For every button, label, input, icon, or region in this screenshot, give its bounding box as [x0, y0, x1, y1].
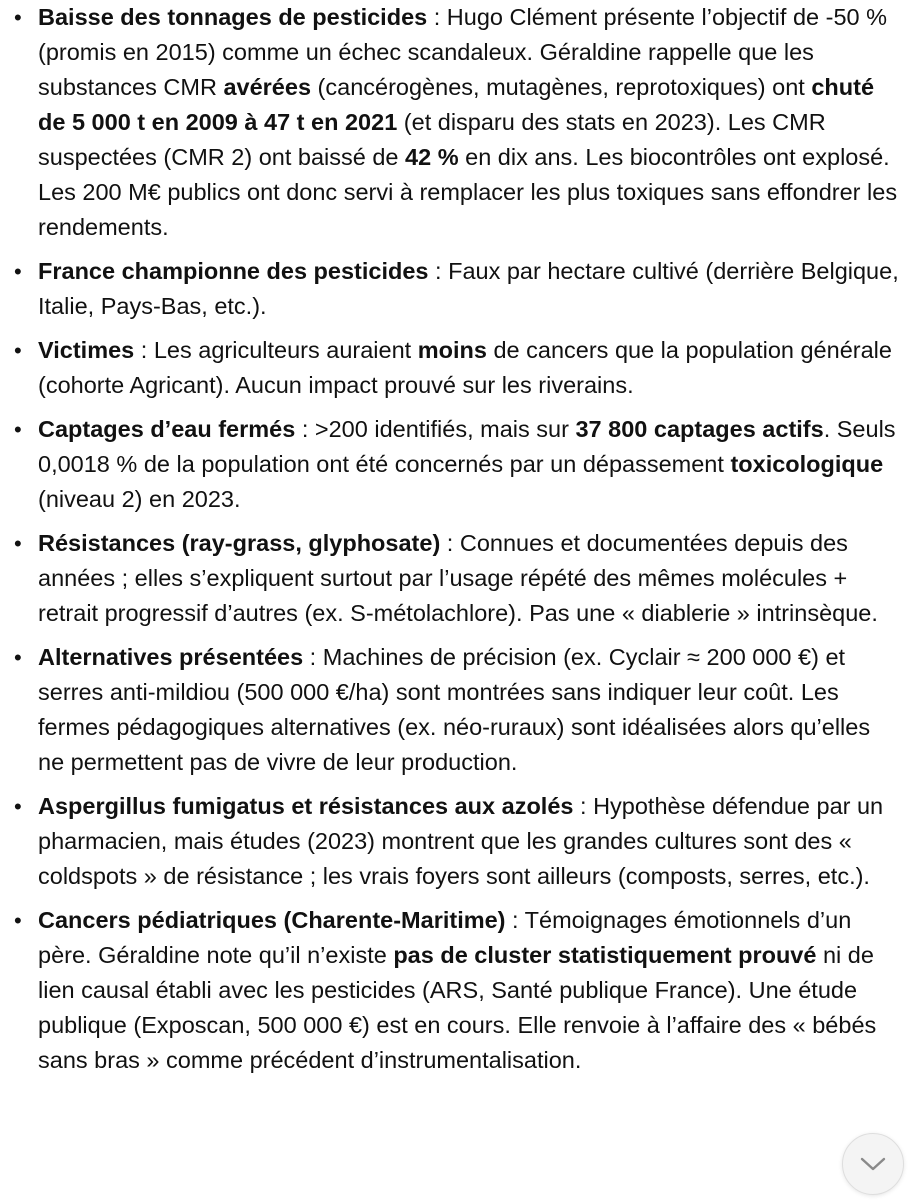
body-text: en dix ans. Les biocontrôles ont explosé. Les 200 M€ publics ont donc servi à remplacer les plus toxiques sans effondrer les rendements. — [38, 144, 898, 240]
bullet-dot: • — [14, 794, 22, 819]
bullet-dot: • — [14, 5, 22, 30]
list-item — [0, 903, 920, 1078]
bold-text: 42 % — [405, 144, 459, 170]
bold-text: France championne des pesticides — [38, 258, 429, 284]
body-text: ni de lien causal établi avec les pesticides (ARS, Santé publique France). Une étude publique (Exposcan, 500 000 €) est en cours. Elle renvoie à l’affaire des « bébés sans bras » comme précédent d’instrumentalisation. — [38, 942, 877, 1073]
body-text: (niveau 2) en 2023. — [38, 486, 241, 512]
bold-text: Captages d’eau fermés — [38, 416, 296, 442]
bold-text: chuté de 5 000 t en 2009 à 47 t en 2021 — [38, 74, 875, 135]
bold-text: pas de cluster statistiquement prouvé — [393, 942, 817, 968]
body-text: : Machines de précision (ex. Cyclair ≈ 200 000 €) et serres anti-mildiou (500 000 €/ha) sont montrées sans indiquer leur coût. Les fermes pédagogiques alternatives (ex. néo-ruraux) sont idéalisées alors qu’elles ne permettent pas de vivre de leur production. — [38, 644, 871, 775]
bold-text: toxicologique — [730, 451, 884, 477]
list-item — [0, 0, 920, 245]
body-text: : Hugo Clément présente l’objectif de -50 % (promis en 2015) comme un échec scandaleux. Géraldine rappelle que les substances CMR — [38, 4, 888, 100]
body-text: (cancérogènes, mutagènes, reprotoxiques) ont — [311, 74, 812, 100]
bullet-dot: • — [14, 908, 22, 933]
bold-text: Alternatives présentées — [38, 644, 304, 670]
body-text: . Seuls 0,0018 % de la population ont été concernés par un dépassement — [38, 416, 896, 477]
bullet-dot: • — [14, 645, 22, 670]
bullet-dot: • — [14, 531, 22, 556]
body-text: : >200 identifiés, mais sur — [295, 416, 576, 442]
body-text: (et disparu des stats en 2023). Les CMR suspectées (CMR 2) ont baissé de — [38, 109, 826, 170]
bold-text: 37 800 captages actifs — [575, 416, 824, 442]
bold-text: Victimes — [38, 337, 135, 363]
list-item — [0, 333, 920, 403]
bold-text: Baisse des tonnages de pesticides — [38, 4, 428, 30]
list-item — [0, 789, 920, 894]
body-text: : Les agriculteurs auraient — [134, 337, 418, 363]
body-text: : Faux par hectare cultivé (derrière Belgique, Italie, Pays-Bas, etc.). — [38, 258, 899, 319]
body-text: : Témoignages émotionnels d’un père. Géraldine note qu’il n’existe — [38, 907, 852, 968]
body-text: de cancers que la population générale (cohorte Agricant). Aucun impact prouvé sur les riverains. — [38, 337, 892, 398]
list-item — [0, 412, 920, 517]
bold-text: moins — [417, 337, 487, 363]
bullet-dot: • — [14, 417, 22, 442]
bold-text: Aspergillus fumigatus et résistances aux azolés — [38, 793, 574, 819]
bullet-dot: • — [14, 338, 22, 363]
bold-text: avérées — [223, 74, 312, 100]
body-text: : Connues et documentées depuis des années ; elles s’expliquent surtout par l’usage répété des mêmes molécules + retrait progressif d’autres (ex. S-métolachlore). Pas une « diablerie » intrinsèque. — [38, 530, 878, 626]
bullet-dot: • — [14, 259, 22, 284]
list-item — [0, 254, 920, 324]
scroll-to-bottom-button[interactable] — [842, 1133, 904, 1195]
chevron-down-icon — [860, 1156, 886, 1172]
list-item — [0, 640, 920, 780]
bold-text: Résistances (ray-grass, glyphosate) — [38, 530, 441, 556]
body-text: : Hypothèse défendue par un pharmacien, mais études (2023) montrent que les grandes cultures sont des « coldspots » de résistance ; les vrais foyers sont ailleurs (composts, serres, etc.). — [38, 793, 884, 889]
list-item — [0, 526, 920, 631]
bold-text: Cancers pédiatriques (Charente-Maritime) — [38, 907, 506, 933]
